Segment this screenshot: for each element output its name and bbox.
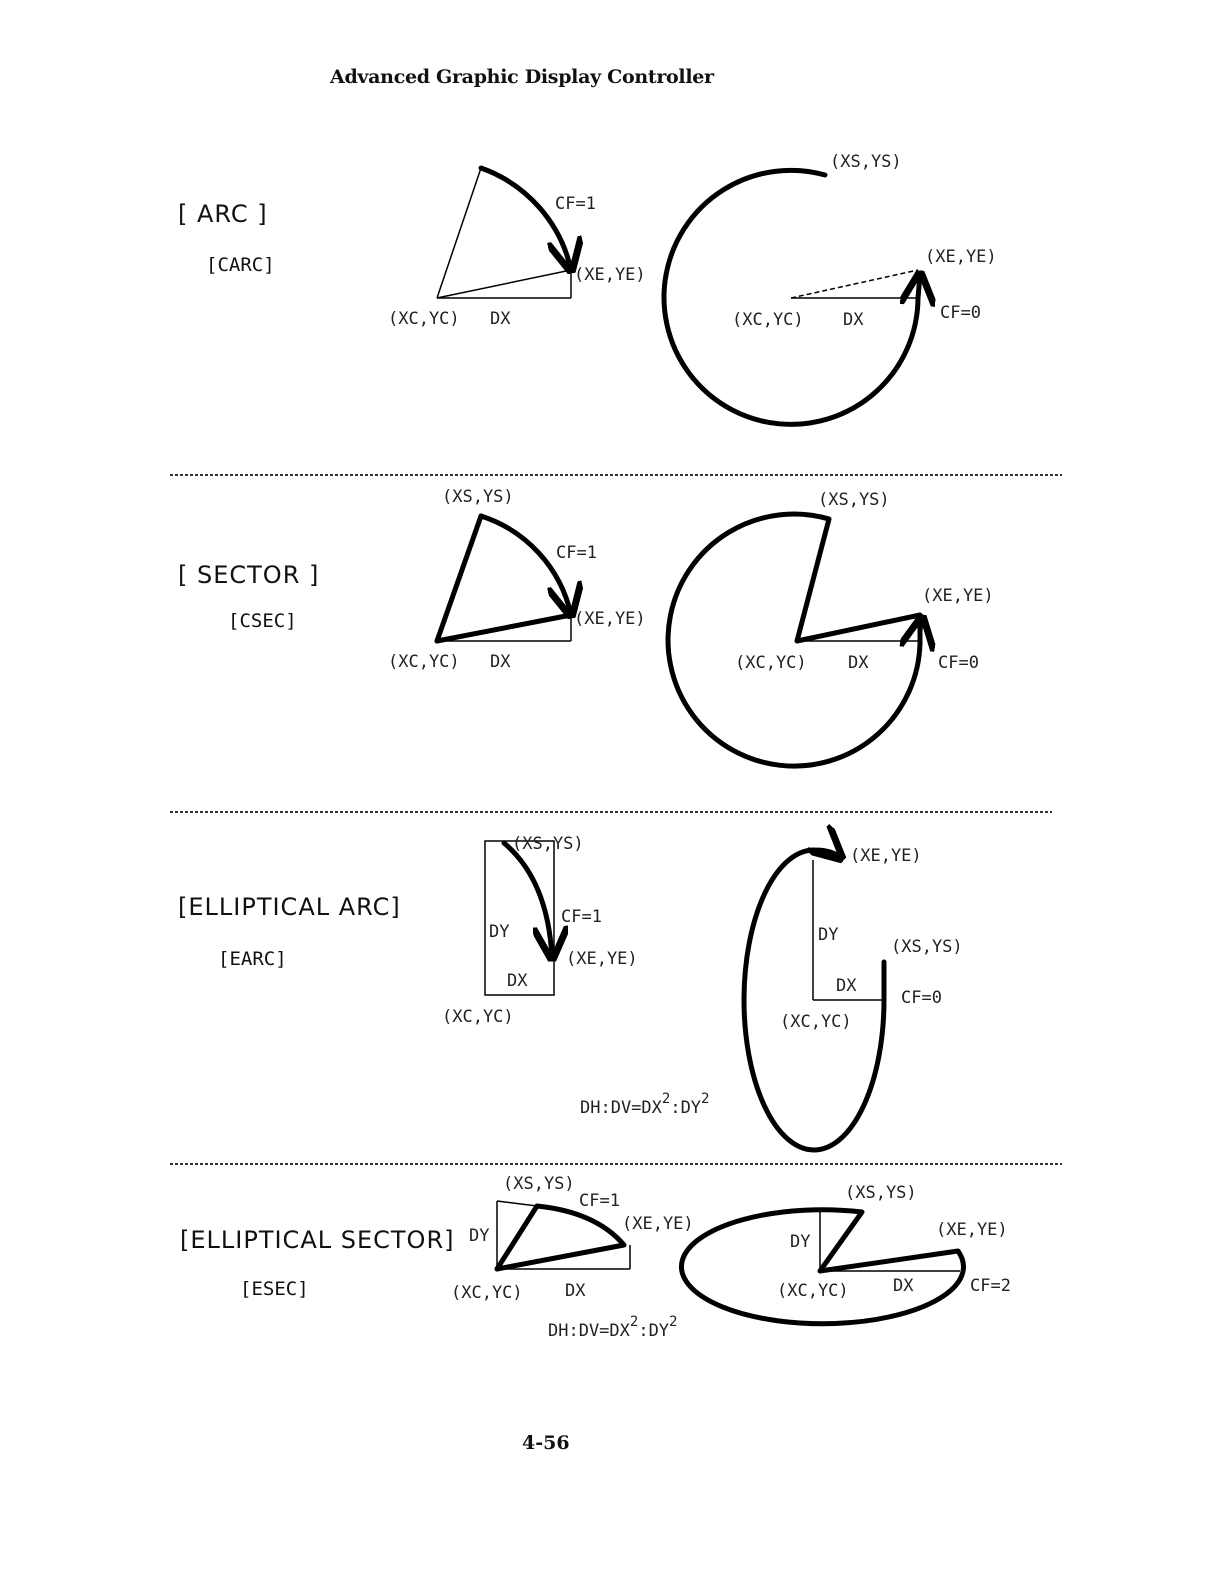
elliptical-arc-left-figure bbox=[442, 834, 638, 1027]
elliptical-arc-left-center-label: (XC,YC) bbox=[442, 1007, 514, 1027]
elliptical-sector-right-end-label: (XE,YE) bbox=[936, 1220, 1008, 1240]
sector-right-cf-label: CF=0 bbox=[938, 653, 979, 673]
sector-left-start-radius bbox=[437, 516, 481, 641]
page-title: Advanced Graphic Display Controller bbox=[330, 66, 714, 88]
sector-left-start-label: (XS,YS) bbox=[442, 487, 514, 507]
elliptical-sector-ratio-formula bbox=[548, 1314, 677, 1341]
arc-left-center-label: (XC,YC) bbox=[388, 309, 460, 329]
sector-right-end-label: (XE,YE) bbox=[922, 586, 994, 606]
elliptical-sector-left-figure bbox=[451, 1174, 694, 1303]
arc-command-code: [CARC] bbox=[206, 254, 275, 276]
arc-left-dx-label: DX bbox=[490, 309, 511, 329]
page-number: 4-56 bbox=[522, 1432, 570, 1454]
arc-right-end-label: (XE,YE) bbox=[925, 247, 997, 267]
sector-left-end-radius bbox=[437, 615, 571, 641]
elliptical-sector-left-cf-label: CF=1 bbox=[579, 1191, 620, 1211]
elliptical-arc-right-dx-label: DX bbox=[836, 976, 857, 996]
sector-command-code: [CSEC] bbox=[228, 610, 297, 632]
arc-right-arc-arrow bbox=[918, 274, 920, 298]
elliptical-sector-left-shape bbox=[497, 1206, 624, 1269]
arc-right-center-label: (XC,YC) bbox=[732, 310, 804, 330]
elliptical-arc-right-end-label: (XE,YE) bbox=[850, 846, 922, 866]
sector-right-arrow bbox=[920, 618, 922, 630]
elliptical-arc-left-arc bbox=[504, 843, 552, 958]
elliptical-arc-left-dy-label: DY bbox=[489, 922, 510, 942]
sector-left-figure bbox=[388, 487, 646, 672]
arc-left-cf-label: CF=1 bbox=[555, 194, 596, 214]
elliptical-arc-right-figure bbox=[744, 846, 963, 1150]
elliptical-sector-left-center-label: (XC,YC) bbox=[451, 1283, 523, 1303]
sector-left-center-label: (XC,YC) bbox=[388, 652, 460, 672]
arc-left-end-radius bbox=[437, 270, 571, 298]
sector-left-end-label: (XE,YE) bbox=[574, 609, 646, 629]
elliptical-sector-command-code: [ESEC] bbox=[240, 1278, 309, 1300]
sector-right-start-label: (XS,YS) bbox=[818, 490, 890, 510]
elliptical-arc-left-start-label: (XS,YS) bbox=[512, 834, 584, 854]
elliptical-sector-left-top-edge bbox=[497, 1201, 537, 1206]
elliptical-arc-right-center-label: (XC,YC) bbox=[780, 1012, 852, 1032]
arc-section-title: [ ARC ] bbox=[178, 200, 268, 228]
sector-left-cf-label: CF=1 bbox=[556, 543, 597, 563]
arc-right-figure bbox=[664, 152, 997, 424]
arc-right-cf-label: CF=0 bbox=[940, 303, 981, 323]
sector-section-title: [ SECTOR ] bbox=[178, 561, 320, 589]
elliptical-arc-right-start-label: (XS,YS) bbox=[891, 937, 963, 957]
elliptical-arc-left-dx-label: DX bbox=[507, 971, 528, 991]
elliptical-sector-left-end-label: (XE,YE) bbox=[622, 1214, 694, 1234]
elliptical-arc-left-cf-label: CF=1 bbox=[561, 907, 602, 927]
elliptical-sector-left-dx-label: DX bbox=[565, 1281, 586, 1301]
sector-left-dx-label: DX bbox=[490, 652, 511, 672]
sector-right-dx-label: DX bbox=[848, 653, 869, 673]
elliptical-arc-left-end-label: (XE,YE) bbox=[566, 949, 638, 969]
arc-right-start-label: (XS,YS) bbox=[830, 152, 902, 172]
elliptical-sector-right-dy-label: DY bbox=[790, 1232, 811, 1252]
elliptical-arc-command-code: [EARC] bbox=[218, 948, 287, 970]
elliptical-sector-right-shape bbox=[681, 1210, 963, 1324]
sector-left-arc bbox=[481, 516, 571, 615]
elliptical-sector-left-dy-label: DY bbox=[469, 1226, 490, 1246]
elliptical-sector-right-center-label: (XC,YC) bbox=[777, 1281, 849, 1301]
elliptical-sector-right-figure bbox=[681, 1183, 1010, 1324]
sector-right-figure bbox=[668, 490, 994, 766]
arc-right-dx-label: DX bbox=[843, 310, 864, 330]
arc-left-start-radius bbox=[437, 168, 481, 298]
elliptical-sector-right-cf-label: CF=2 bbox=[970, 1276, 1011, 1296]
elliptical-sector-section-title: [ELLIPTICAL SECTOR] bbox=[180, 1226, 455, 1254]
arc-left-end-label: (XE,YE) bbox=[574, 265, 646, 285]
svg-text:DH:DV=DX2:DY2: $DH:DV=DX^2:DY^2$ bbox=[548, 1314, 678, 1341]
arc-left-figure bbox=[388, 168, 646, 329]
elliptical-arc-ratio-formula bbox=[580, 1091, 709, 1118]
sector-right-center-label: (XC,YC) bbox=[735, 653, 807, 673]
svg-text:DH:DV=DX2:DY2: $DH:DV=DX^2:DY^2$ bbox=[580, 1091, 710, 1118]
elliptical-arc-right-dy-label: DY bbox=[818, 925, 839, 945]
arc-left-arc bbox=[481, 168, 571, 270]
sector-right-shape bbox=[668, 514, 920, 766]
elliptical-sector-left-start-label: (XS,YS) bbox=[503, 1174, 575, 1194]
elliptical-arc-right-cf-label: CF=0 bbox=[901, 988, 942, 1008]
elliptical-sector-right-start-label: (XS,YS) bbox=[845, 1183, 917, 1203]
elliptical-sector-right-dx-label: DX bbox=[893, 1276, 914, 1296]
elliptical-arc-section-title: [ELLIPTICAL ARC] bbox=[178, 893, 401, 921]
arc-right-end-radius bbox=[791, 270, 918, 298]
